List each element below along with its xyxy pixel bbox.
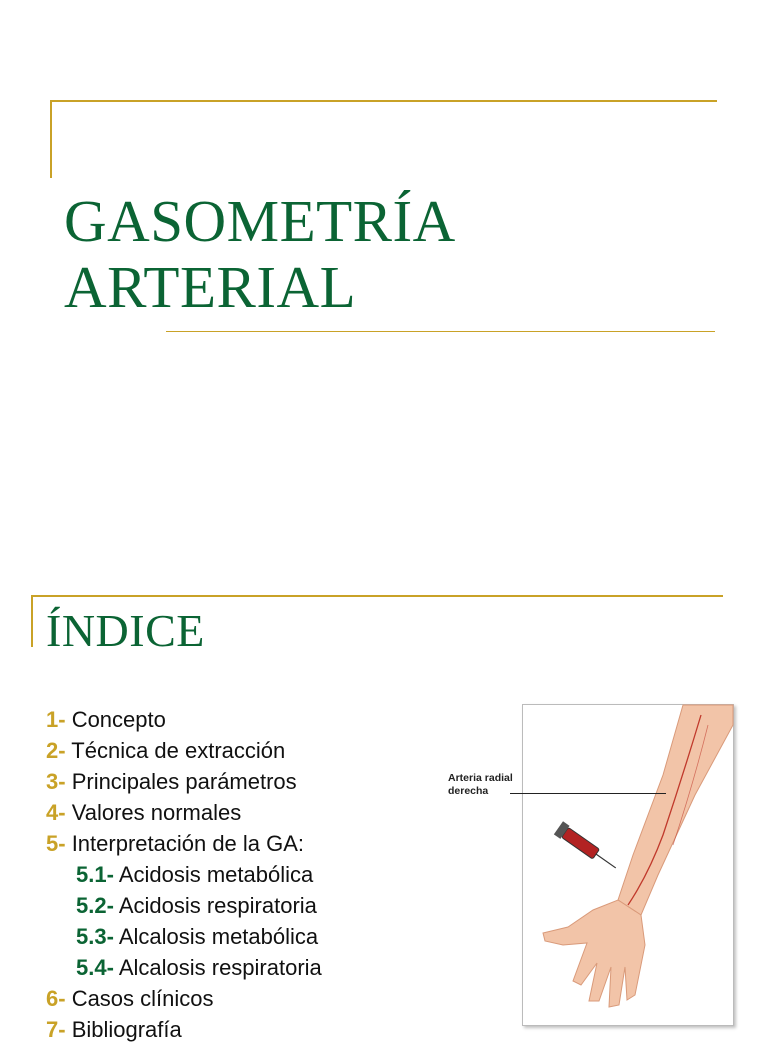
toc-item: 3- Principales parámetros [46,769,297,794]
toc-item: 2- Técnica de extracción [46,738,286,763]
title-line-2: ARTERIAL [64,254,357,320]
table-of-contents [46,704,322,1045]
toc-subitem: 5.3- Alcalosis metabólica [76,924,319,949]
left-rule [50,100,52,178]
left-rule [31,595,33,647]
top-rule [50,100,717,102]
toc-subitem: 5.4- Alcalosis respiratoria [76,955,322,980]
toc-subitem: 5.2- Acidosis respiratoria [76,893,317,918]
top-rule [31,595,723,597]
toc-item: 1- Concepto [46,707,166,732]
toc-subitem: 5.1- Acidosis metabólica [76,862,314,887]
toc-item: 5- Interpretación de la GA: [46,831,305,856]
title-underline [166,331,715,332]
arm-icon [523,705,733,1025]
toc-item: 6- Casos clínicos [46,986,214,1011]
figure-label: Arteria radial derecha [448,772,513,797]
label-pointer-line [510,793,666,794]
title-slide [0,0,768,512]
toc-item: 4- Valores normales [46,800,242,825]
slide-title [64,188,704,320]
arm-injection-illustration [522,704,734,1026]
toc-item: 7- Bibliografía [46,1017,182,1042]
index-title: ÍNDICE [46,605,205,656]
index-slide [0,512,768,1042]
title-line-1: GASOMETRÍA [64,188,456,254]
